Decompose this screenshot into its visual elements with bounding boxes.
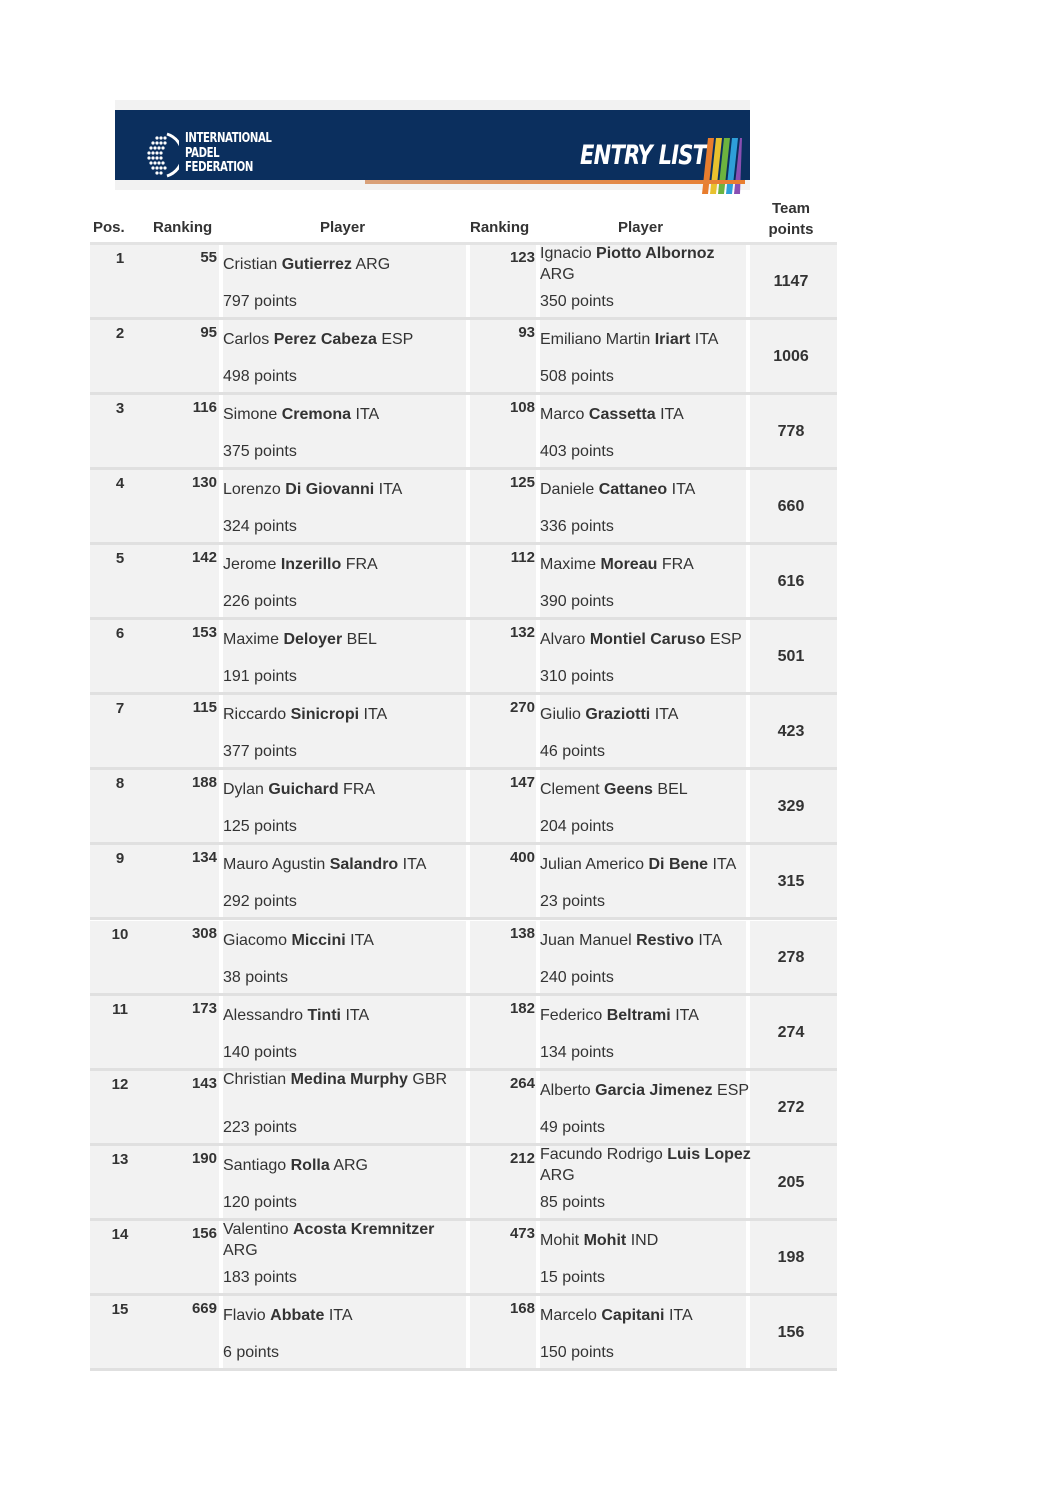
player-1-ranking: 142 [191,549,217,566]
row-divider [90,1368,837,1371]
player-1-ranking: 55 [200,249,217,266]
player-1-nationality: ARG [333,1157,368,1174]
header-player-1: Player [320,219,366,236]
player-2-ranking: 125 [509,474,535,491]
player-2-ranking: 138 [509,925,535,942]
position: 12 [111,1076,129,1093]
player-1-nationality: ITA [363,706,388,723]
player-2-points: 508 points [540,368,614,385]
player-1-last-name: Miccini [291,932,346,949]
player-2-first-name: Marcelo [540,1307,597,1324]
player-2-ranking: 168 [509,1300,535,1317]
banner-bar [115,110,750,180]
player-2-points: 150 points [540,1344,614,1361]
player-1-first-name: Alessandro [223,1007,304,1024]
player-2-ranking: 182 [509,1000,535,1017]
player-2-nationality: ESP [717,1082,750,1099]
player-1-nationality: ARG [355,256,391,273]
player-1-nationality: ITA [328,1307,353,1324]
player-2-name [540,779,752,800]
player-1-ranking: 153 [191,624,217,641]
player-2-name [540,854,752,875]
position: 14 [111,1226,129,1243]
player-2-last-name: Montiel Caruso [589,631,706,648]
player-2-name [540,479,752,500]
player-2-first-name: Facundo Rodrigo [540,1146,663,1163]
player-2-ranking: 400 [509,849,535,866]
player-1-name [223,1069,463,1090]
player-1-name [223,554,463,575]
player-1-first-name: Dylan [223,781,264,798]
player-2-first-name: Marco [540,406,585,423]
player-2-name [540,243,752,285]
player-1-ranking: 156 [191,1225,217,1242]
player-2-name [540,1080,752,1101]
team-points: 501 [777,648,805,665]
player-1-name [223,704,463,725]
table-row [90,620,837,692]
player-2-points: 134 points [540,1044,614,1061]
player-1-points: 191 points [223,668,297,685]
player-2-ranking: 108 [509,399,535,416]
player-2-name [540,930,752,951]
player-1-first-name: Jerome [223,556,277,573]
position: 4 [115,475,125,492]
player-2-ranking: 473 [509,1225,535,1242]
player-1-last-name: Inzerillo [280,556,342,573]
player-2-first-name: Alvaro [540,631,586,648]
player-1-name [223,1155,463,1176]
table-row [90,695,837,767]
player-1-name [223,629,463,650]
player-1-first-name: Santiago [223,1157,287,1174]
player-1-name [223,1305,463,1326]
table-row [90,395,837,467]
player-2-nationality: ITA [698,932,723,949]
player-1-first-name: Valentino [223,1221,289,1238]
player-1-name [223,329,463,350]
player-1-nationality: ITA [345,1007,370,1024]
player-2-first-name: Maxime [540,556,597,573]
table-row [90,1296,837,1368]
player-1-points: 377 points [223,743,297,760]
banner-underline [365,180,745,184]
org-name [185,132,271,176]
player-1-points: 38 points [223,969,288,986]
player-2-first-name: Giulio [540,706,581,723]
player-2-nationality: ITA [668,1307,693,1324]
player-1-first-name: Flavio [223,1307,266,1324]
page-title: ENTRY LIST [580,140,707,171]
player-2-nationality: ITA [671,481,696,498]
player-1-last-name: Abbate [270,1307,325,1324]
header-pos: Pos. [93,219,125,236]
player-1-first-name: Simone [223,406,278,423]
player-1-name [223,1219,463,1261]
org-line-2: PADEL [185,145,220,161]
player-2-first-name: Juan Manuel [540,932,632,949]
column-gap [466,620,470,692]
player-1-nationality: FRA [345,556,378,573]
player-1-last-name: Di Giovanni [285,481,375,498]
player-2-points: 390 points [540,593,614,610]
player-1-points: 498 points [223,368,297,385]
column-gap [466,845,470,917]
player-2-last-name: Luis Lopez [667,1146,751,1163]
team-points: 616 [777,573,805,590]
team-points: 272 [777,1099,805,1116]
player-2-nationality: ITA [712,856,737,873]
column-gap [466,245,470,317]
header-ranking-2: Ranking [470,219,530,236]
player-1-nationality: ARG [223,1242,258,1259]
column-gap [466,320,470,392]
position: 7 [115,700,125,717]
player-2-last-name: Moreau [600,556,658,573]
color-stripes-icon [700,138,742,194]
player-2-last-name: Restivo [636,932,694,949]
player-1-points: 120 points [223,1194,297,1211]
player-1-nationality: GBR [412,1071,448,1088]
player-1-points: 140 points [223,1044,297,1061]
player-2-name [540,629,752,650]
team-points: 278 [777,949,805,966]
player-1-points: 292 points [223,893,297,910]
position: 2 [115,325,125,342]
table-row [90,921,837,993]
player-2-last-name: Geens [604,781,653,798]
player-2-nationality: ARG [540,1167,575,1184]
player-1-nationality: ITA [355,406,380,423]
player-2-last-name: Di Bene [648,856,709,873]
player-2-nationality: ARG [540,266,575,283]
player-2-name [540,554,752,575]
position: 15 [111,1301,129,1318]
player-2-last-name: Graziotti [585,706,651,723]
player-1-name [223,479,463,500]
table-row [90,845,837,917]
player-1-ranking: 95 [200,324,217,341]
position: 10 [111,926,129,943]
player-2-points: 350 points [540,293,614,310]
player-2-points: 204 points [540,818,614,835]
player-2-name [540,1230,752,1251]
position: 3 [115,400,125,417]
column-gap [466,770,470,842]
player-2-first-name: Daniele [540,481,595,498]
header-ranking-1: Ranking [153,219,213,236]
player-1-ranking: 134 [191,849,217,866]
player-1-first-name: Mauro Agustin [223,856,326,873]
position: 1 [115,250,125,267]
position: 5 [115,550,125,567]
player-2-points: 336 points [540,518,614,535]
player-1-nationality: ITA [402,856,427,873]
player-2-last-name: Iriart [654,331,691,348]
player-2-points: 85 points [540,1194,605,1211]
player-1-last-name: Medina Murphy [290,1071,408,1088]
player-2-name [540,1005,752,1026]
header-team-line-2: points [768,221,814,238]
table-row [90,470,837,542]
player-2-ranking: 212 [509,1150,535,1167]
column-gap [466,695,470,767]
player-2-points: 310 points [540,668,614,685]
column-gap [466,470,470,542]
player-1-name [223,854,463,875]
table-row [90,996,837,1068]
player-2-points: 15 points [540,1269,605,1286]
org-line-1: INTERNATIONAL [185,131,272,146]
team-points: 1006 [773,348,809,365]
player-1-ranking: 130 [191,474,217,491]
player-2-nationality: IND [630,1232,659,1249]
table-row [90,1221,837,1293]
player-2-ranking: 147 [509,774,535,791]
player-1-ranking: 116 [192,399,217,416]
player-2-nationality: ITA [660,406,684,423]
player-2-last-name: Capitani [601,1307,665,1324]
player-1-points: 375 points [223,443,297,460]
table-row [90,770,837,842]
player-1-ranking: 188 [191,774,217,791]
player-1-name [223,1005,463,1026]
player-2-ranking: 132 [509,624,535,641]
team-points: 329 [777,798,805,815]
player-1-last-name: Sinicropi [290,706,360,723]
player-2-last-name: Garcia Jimenez [595,1082,713,1099]
position: 6 [115,625,125,642]
player-1-name [223,404,463,425]
player-1-first-name: Cristian [223,256,278,273]
team-points: 660 [777,498,805,515]
player-2-points: 403 points [540,443,614,460]
player-2-first-name: Federico [540,1007,603,1024]
player-2-name [540,1305,752,1326]
player-2-points: 240 points [540,969,614,986]
player-1-points: 226 points [223,593,297,610]
player-2-last-name: Cattaneo [598,481,668,498]
player-1-ranking: 173 [191,1000,217,1017]
player-2-points: 49 points [540,1119,605,1136]
position: 9 [115,850,125,867]
player-1-ranking: 115 [192,699,217,716]
player-2-ranking: 264 [509,1075,535,1092]
player-2-name [540,704,752,725]
team-points: 205 [777,1174,805,1191]
player-2-nationality: FRA [661,556,694,573]
header-player-2: Player [618,219,664,236]
player-1-points: 183 points [223,1269,297,1286]
player-1-name [223,254,463,275]
player-1-points: 125 points [223,818,297,835]
banner [115,100,750,190]
player-1-first-name: Giacomo [223,932,288,949]
player-1-first-name: Carlos [223,331,270,348]
row-divider [90,917,837,920]
player-1-points: 797 points [223,293,297,310]
player-2-first-name: Emiliano Martin [540,331,651,348]
table-row [90,1146,837,1218]
player-1-points: 324 points [223,518,297,535]
player-2-last-name: Cassetta [588,406,656,423]
column-gap [466,921,470,993]
player-1-first-name: Lorenzo [223,481,281,498]
column-gap [466,395,470,467]
player-1-points: 6 points [223,1344,280,1361]
player-1-nationality: ITA [350,932,374,949]
column-gap [466,1221,470,1293]
player-2-nationality: ITA [654,706,679,723]
player-2-name [540,329,752,350]
player-2-nationality: ESP [709,631,742,648]
org-line-3: FEDERATION [185,160,253,175]
player-1-nationality: ESP [381,331,414,348]
team-points: 274 [777,1024,805,1041]
header-team-points [762,198,820,240]
player-1-ranking: 669 [191,1300,217,1317]
player-2-name [540,404,752,425]
column-gap [466,1071,470,1143]
player-2-nationality: ITA [694,331,719,348]
player-2-last-name: Beltrami [606,1007,671,1024]
team-points: 1147 [773,273,809,290]
header-team-line-1: Team [771,200,811,217]
player-2-nationality: ITA [675,1007,699,1024]
position: 11 [112,1001,128,1018]
player-1-last-name: Deloyer [283,631,343,648]
position: 8 [115,775,125,792]
column-gap [466,545,470,617]
player-1-first-name: Riccardo [223,706,287,723]
player-1-last-name: Salandro [329,856,399,873]
player-2-last-name: Piotto Albornoz [596,245,715,262]
player-2-last-name: Mohit [583,1232,627,1249]
table-row [90,545,837,617]
player-1-nationality: ITA [378,481,403,498]
player-1-ranking: 190 [191,1150,217,1167]
column-gap [466,996,470,1068]
player-2-first-name: Mohit [540,1232,580,1249]
player-1-last-name: Guichard [268,781,339,798]
table-row [90,320,837,392]
player-1-ranking: 143 [191,1075,217,1092]
player-1-last-name: Gutierrez [281,256,352,273]
team-points: 156 [777,1324,805,1341]
team-points: 778 [777,423,805,440]
table-row [90,245,837,317]
team-points: 423 [777,723,805,740]
player-2-ranking: 270 [509,699,535,716]
player-1-points: 223 points [223,1119,297,1136]
team-points: 198 [777,1249,805,1266]
player-2-points: 46 points [540,743,605,760]
player-1-last-name: Acosta Kremnitzer [292,1221,435,1238]
player-2-first-name: Ignacio [540,245,592,262]
player-2-first-name: Julian Americo [540,856,645,873]
player-1-first-name: Christian [223,1071,287,1088]
player-1-first-name: Maxime [223,631,280,648]
player-2-first-name: Clement [540,781,600,798]
position: 13 [111,1151,129,1168]
column-gap [466,1146,470,1218]
player-2-name [540,1144,752,1186]
globe-logo-icon [143,130,179,180]
player-1-ranking: 308 [191,925,217,942]
column-gap [466,1296,470,1368]
table-row [90,1071,837,1143]
player-2-points: 23 points [540,893,605,910]
player-2-ranking: 123 [509,249,535,266]
player-1-nationality: BEL [346,631,377,648]
player-1-last-name: Rolla [290,1157,330,1174]
player-2-ranking: 112 [510,549,535,566]
player-1-name [223,779,463,800]
player-2-nationality: BEL [657,781,688,798]
player-1-last-name: Tinti [307,1007,341,1024]
player-2-ranking: 93 [518,324,535,341]
player-1-last-name: Perez Cabeza [273,331,377,348]
player-1-name [223,930,463,951]
team-points: 315 [777,873,805,890]
player-1-nationality: FRA [343,781,376,798]
player-2-first-name: Alberto [540,1082,591,1099]
player-1-last-name: Cremona [281,406,352,423]
